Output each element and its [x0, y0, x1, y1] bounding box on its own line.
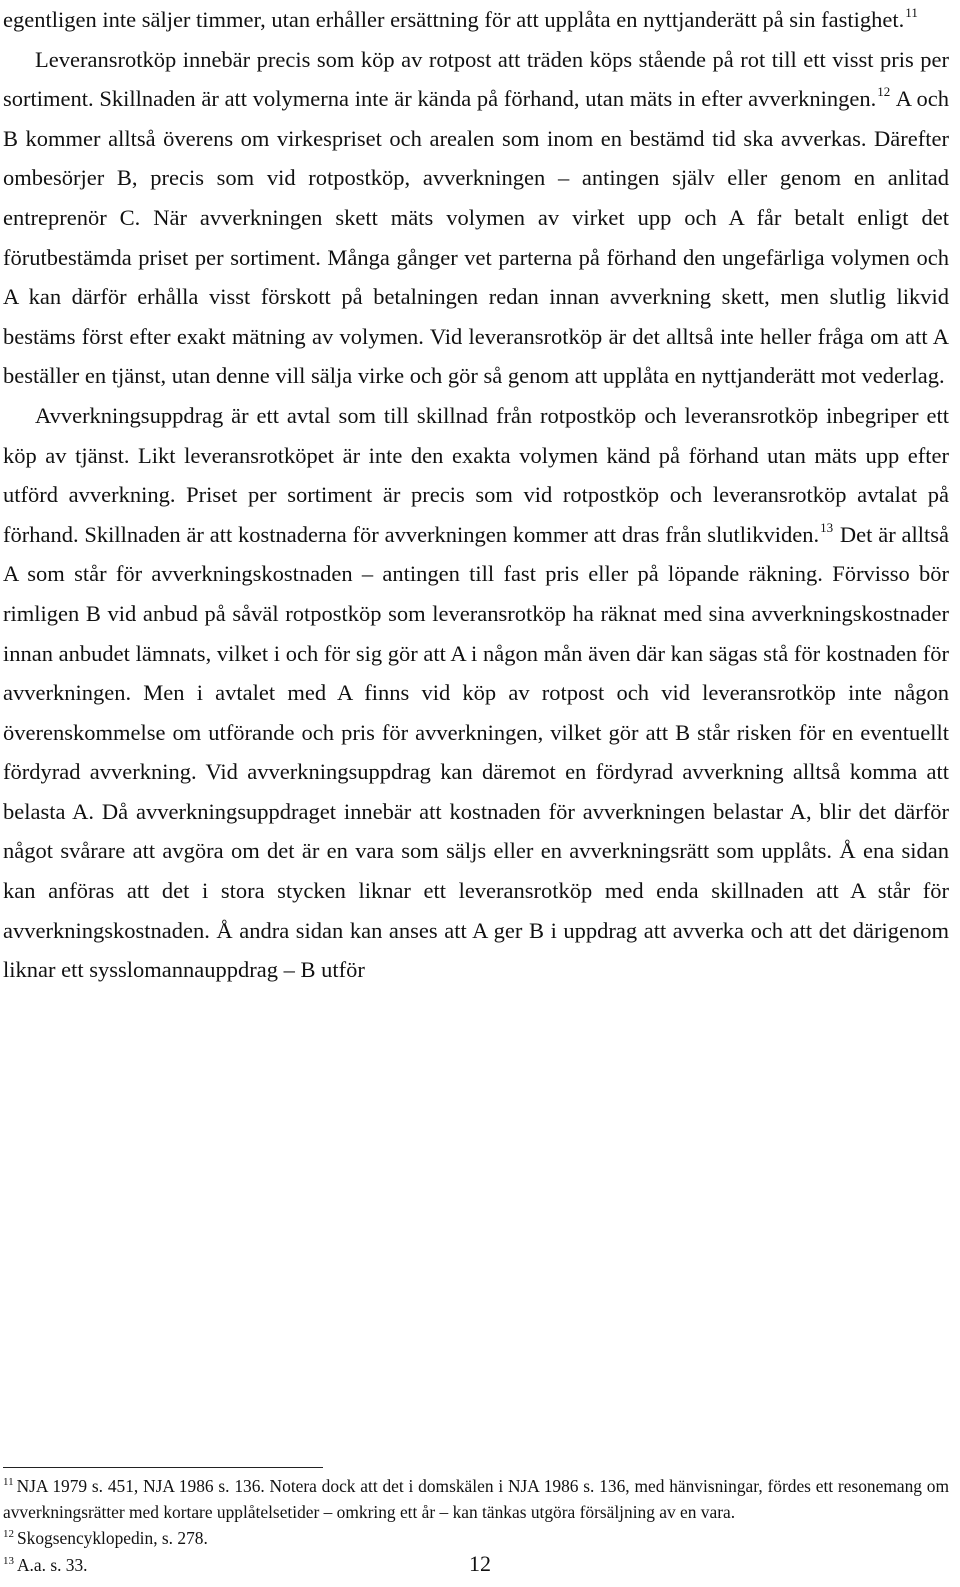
body-text — [3, 0, 949, 990]
footnote-text: NJA 1979 s. 451, NJA 1986 s. 136. Notera dock att det i domskälen i NJA 1986 s. 136, med hänvisningar, fördes ett resonemang om avverkningsrätter med kortare upplåtelsetider – omkring ett år – kan tänkas utgöra försäljning av en vara. — [3, 1476, 949, 1523]
footnote-ref-12[interactable]: 12 — [877, 84, 891, 100]
page-number: 12 — [469, 1551, 491, 1576]
paragraph-text: Avverkningsuppdrag är ett avtal som till skillnad från rotpostköp och leveransrotköp inbegriper ett köp av tjänst. Likt leveransrotköpet är inte den exakta volymen känd på förhand utan mäts upp efter utförd avverkning. Priset per sortiment är precis som vid rotpostköp och leveransrotköp avtalat på förhand. Skillnaden är att kostnaderna för avverkningen kommer att dras från slutlikviden. — [3, 402, 949, 547]
paragraph-text: A och B kommer alltså överens om virkespriset och arealen som inom en bestämd tid ska avverkas. Därefter ombesörjer B, precis som vid rotpostköp, avverkningen – antingen själv eller genom en anlitad entreprenör C. När avverkningen skett mäts volymen av virket upp och A får betalt enligt det förutbestämda priset per sortiment. Många gånger vet parterna på förhand den ungefärliga volymen och A kan därför erhålla visst förskott på betalningen redan innan avverkning skett, men slutlig likvid bestäms först efter exakt mätning av volymen. Vid leveransrotköp är det alltså inte heller fråga om att A beställer en tjänst, utan denne vill sälja virke och gör så genom att upplåta en nyttjanderätt mot vederlag. — [3, 86, 949, 389]
footnote-ref-13[interactable]: 13 — [820, 519, 834, 535]
footnote-12 — [3, 1525, 949, 1551]
footnote-separator — [3, 1467, 323, 1468]
paragraph-2 — [3, 40, 949, 396]
paragraph-3 — [3, 396, 949, 990]
paragraph-text: Leveransrotköp innebär precis som köp av rotpost att träden köps stående på rot till ett visst pris per sortiment. Skillnaden är att volymerna inte är kända på förhand, utan mäts in efter avverkningen. — [3, 46, 949, 112]
footnote-11 — [3, 1473, 949, 1525]
paragraph-1 — [3, 0, 949, 40]
footnote-number: 13 — [3, 1554, 14, 1567]
paragraph-text: Det är alltså A som står för avverkningskostnaden – antingen till fast pris eller på löpande räkning. Förvisso bör rimligen B vid anbud på såväl rotpostköp som leveransrotköp ha räknat med sina avverkningskostnader innan anbudet lämnats, vilket i och för sig gör att A i någon mån även där kan sägas stå för kostnaden för avverkningen. Men i avtalet med A finns vid köp av rotpost och vid leveransrotköp inte någon överenskommelse om utförande och pris för avverkningen, vilket gör att B står risken för en eventuellt fördyrad avverkning. Vid avverkningsuppdrag kan däremot en fördyrad avverkning alltså komma att belasta A. Då avverkningsuppdraget innebär att kostnaden för avverkningen belastar A, blir det därför något svårare att avgöra om det är en vara som säljs eller en avverkningsrätt som upplåts. Å ena sidan kan anföras att det i stora stycken liknar ett leveransrotköp med enda skillnaden att A står för avverkningskostnaden. Å andra sidan kan anses att A ger B i uppdrag att avverka och att det därigenom liknar ett sysslomannauppdrag – B utför — [3, 521, 949, 983]
footnote-number: 11 — [3, 1476, 14, 1488]
footnote-number: 12 — [3, 1528, 14, 1541]
footnote-ref-11[interactable]: 11 — [905, 5, 918, 20]
footnote-text: A.a. s. 33. — [17, 1554, 88, 1575]
footnote-text: Skogsencyklopedin, s. 278. — [17, 1528, 208, 1549]
paragraph-text: egentligen inte säljer timmer, utan erhåller ersättning för att upplåta en nyttjanderätt på sin fastighet. — [3, 7, 905, 32]
